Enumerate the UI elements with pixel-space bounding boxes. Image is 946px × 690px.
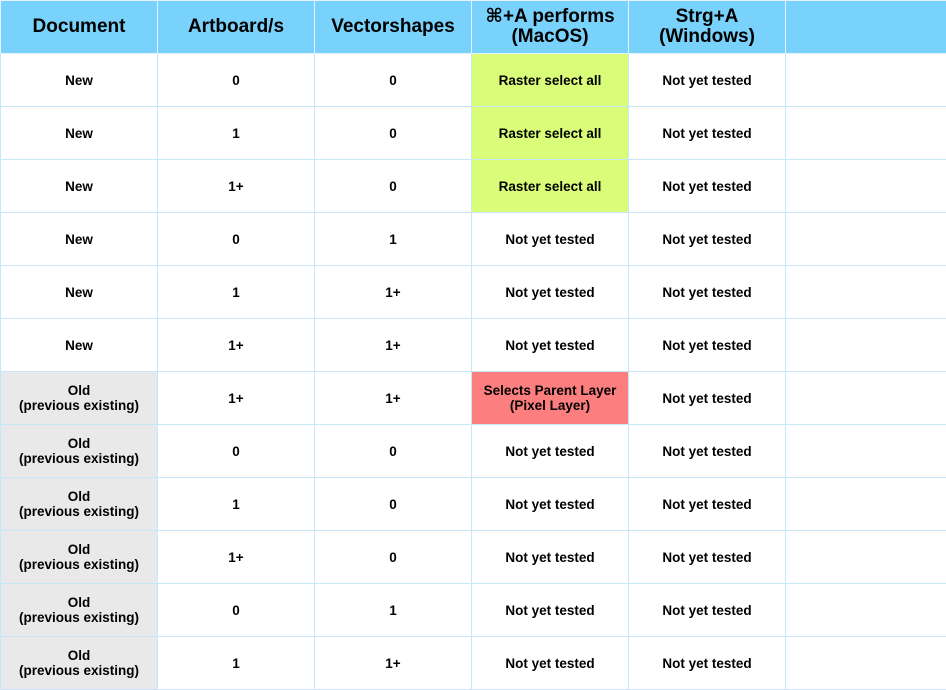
table-row: [1, 319, 946, 372]
cell-document: Old (previous existing): [1, 531, 158, 584]
cell-windows-result: Not yet tested: [629, 372, 786, 425]
cell-artboards: 1: [158, 637, 315, 690]
cell-notes: [786, 107, 946, 160]
table-row: [1, 531, 946, 584]
cell-vectorshapes: 1: [315, 213, 472, 266]
cell-windows-result: Not yet tested: [629, 266, 786, 319]
cell-windows-result: Not yet tested: [629, 531, 786, 584]
cell-notes: [786, 213, 946, 266]
cell-notes: [786, 319, 946, 372]
table-row: [1, 425, 946, 478]
cell-vectorshapes: 0: [315, 107, 472, 160]
cell-artboards: 0: [158, 54, 315, 107]
cell-artboards: 1: [158, 107, 315, 160]
cell-vectorshapes: 0: [315, 531, 472, 584]
table-row: [1, 637, 946, 690]
cell-windows-result: Not yet tested: [629, 425, 786, 478]
table-row: [1, 584, 946, 637]
cell-vectorshapes: 0: [315, 425, 472, 478]
cell-vectorshapes: 1+: [315, 372, 472, 425]
table-row: [1, 54, 946, 107]
cell-mac-result: Not yet tested: [472, 319, 629, 372]
cell-windows-result: Not yet tested: [629, 478, 786, 531]
header-windows-shortcut: Strg+A (Windows): [629, 1, 786, 54]
cell-document: New: [1, 54, 158, 107]
cell-artboards: 1+: [158, 319, 315, 372]
header-vectorshapes: Vectorshapes: [315, 1, 472, 54]
cell-document: New: [1, 266, 158, 319]
cell-vectorshapes: 1+: [315, 637, 472, 690]
cell-mac-result: Raster select all: [472, 107, 629, 160]
cell-document: Old (previous existing): [1, 637, 158, 690]
table-row: [1, 478, 946, 531]
header-document: Document: [1, 1, 158, 54]
cell-windows-result: Not yet tested: [629, 54, 786, 107]
table-row: [1, 372, 946, 425]
cell-vectorshapes: 1+: [315, 266, 472, 319]
cell-artboards: 1: [158, 266, 315, 319]
cell-notes: [786, 372, 946, 425]
cell-notes: [786, 531, 946, 584]
cell-mac-result: Not yet tested: [472, 425, 629, 478]
cell-notes: [786, 266, 946, 319]
cell-vectorshapes: 1+: [315, 319, 472, 372]
cell-notes: [786, 637, 946, 690]
cell-windows-result: Not yet tested: [629, 637, 786, 690]
cell-document: Old (previous existing): [1, 372, 158, 425]
cell-document: New: [1, 107, 158, 160]
cell-notes: [786, 478, 946, 531]
cell-mac-result: Raster select all: [472, 160, 629, 213]
cell-vectorshapes: 0: [315, 54, 472, 107]
cell-windows-result: Not yet tested: [629, 584, 786, 637]
cell-windows-result: Not yet tested: [629, 107, 786, 160]
cell-mac-result: Not yet tested: [472, 213, 629, 266]
cell-mac-result: Selects Parent Layer (Pixel Layer): [472, 372, 629, 425]
header-row: [1, 1, 946, 54]
cell-mac-result: Not yet tested: [472, 266, 629, 319]
cell-artboards: 1+: [158, 160, 315, 213]
table-row: [1, 160, 946, 213]
cell-artboards: 0: [158, 425, 315, 478]
cell-mac-result: Not yet tested: [472, 637, 629, 690]
cell-document: Old (previous existing): [1, 584, 158, 637]
cell-artboards: 0: [158, 213, 315, 266]
cell-document: Old (previous existing): [1, 478, 158, 531]
cell-vectorshapes: 1: [315, 584, 472, 637]
cell-windows-result: Not yet tested: [629, 160, 786, 213]
cell-mac-result: Not yet tested: [472, 531, 629, 584]
table-row: [1, 213, 946, 266]
cell-windows-result: Not yet tested: [629, 319, 786, 372]
cell-notes: [786, 54, 946, 107]
cell-document: New: [1, 160, 158, 213]
table-row: [1, 107, 946, 160]
table-row: [1, 266, 946, 319]
cell-artboards: 1+: [158, 372, 315, 425]
header-artboards: Artboard/s: [158, 1, 315, 54]
cell-vectorshapes: 0: [315, 160, 472, 213]
cell-windows-result: Not yet tested: [629, 213, 786, 266]
cell-notes: [786, 584, 946, 637]
cell-artboards: 1+: [158, 531, 315, 584]
cell-mac-result: Raster select all: [472, 54, 629, 107]
cell-document: New: [1, 319, 158, 372]
header-notes: [786, 1, 946, 54]
cell-artboards: 0: [158, 584, 315, 637]
cell-document: Old (previous existing): [1, 425, 158, 478]
header-mac-shortcut: ⌘+A performs (MacOS): [472, 1, 629, 54]
cell-mac-result: Not yet tested: [472, 478, 629, 531]
cell-document: New: [1, 213, 158, 266]
cell-vectorshapes: 0: [315, 478, 472, 531]
cell-notes: [786, 425, 946, 478]
cell-notes: [786, 160, 946, 213]
cell-artboards: 1: [158, 478, 315, 531]
cell-mac-result: Not yet tested: [472, 584, 629, 637]
